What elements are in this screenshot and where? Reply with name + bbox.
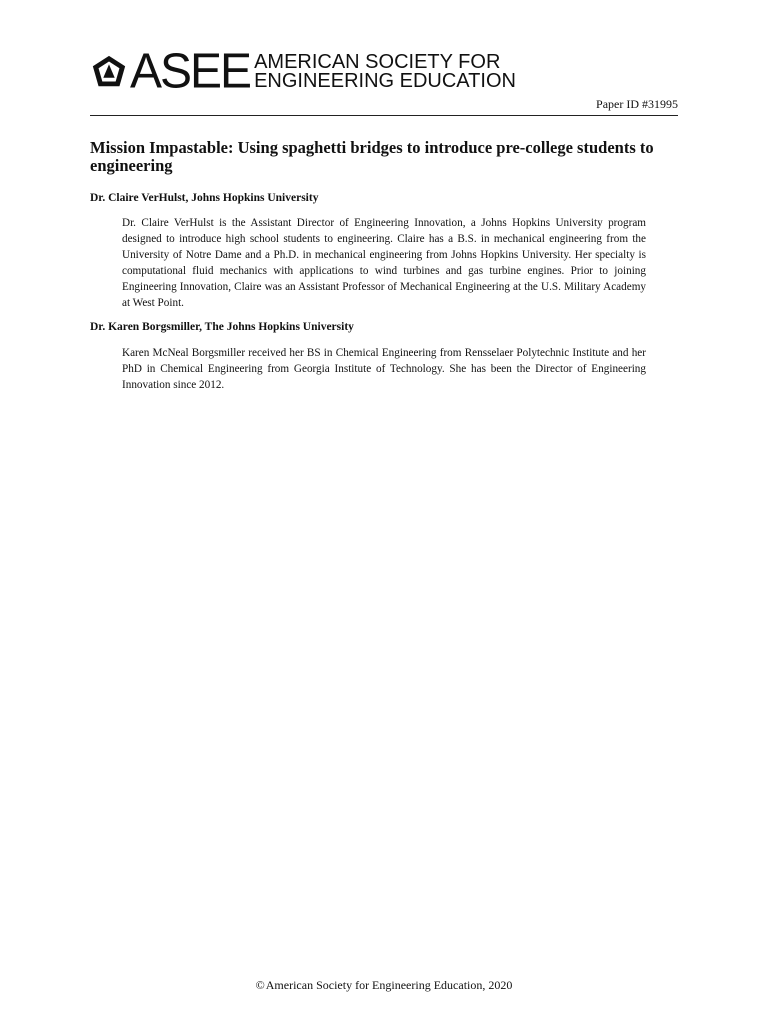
logo-org-line-1: AMERICAN SOCIETY FOR bbox=[254, 51, 501, 73]
header-rule bbox=[90, 115, 678, 116]
asee-shield-icon bbox=[90, 53, 128, 91]
author-bio: Karen McNeal Borgsmiller received her BS in Chemical Engineering from Rensselaer Polytechnic Institute and her PhD in Chemical Engineering from Georgia Institute of Technology. She has been the Director of Engineering Innovation since 2012. bbox=[122, 347, 646, 391]
logo-wordmark: ASEE bbox=[130, 44, 251, 99]
copyright-text: American Society for Engineering Education, 2020 bbox=[265, 978, 513, 992]
author-heading: Dr. Karen Borgsmiller, The Johns Hopkins University bbox=[90, 321, 354, 333]
paper-title: Mission Impastable: Using spaghetti bridges to introduce pre-college students to engineering bbox=[90, 138, 654, 175]
logo-organization-name bbox=[254, 53, 516, 91]
author-bio: Dr. Claire VerHulst is the Assistant Director of Engineering Innovation, a Johns Hopkins University program designed to introduce high school students to engineering. Claire has a B.S. in mechanical engineering from the University of Notre Dame and a Ph.D. in mechanical engineering from Johns Hopkins University. Her specialty is computational fluid mechanics with applications to wind turbines and gas turbine engines. Prior to joining Engineering Innovation, Claire was an Assistant Professor of Mechanical Engineering at the U.S. Military Academy at West Point. bbox=[122, 217, 646, 309]
asee-logo bbox=[90, 44, 516, 99]
author-heading: Dr. Claire VerHulst, Johns Hopkins University bbox=[90, 192, 319, 204]
logo-org-line-2: ENGINEERING EDUCATION bbox=[254, 70, 516, 92]
copyright-footer bbox=[0, 978, 768, 993]
copyright-symbol: © bbox=[255, 978, 265, 992]
paper-id: Paper ID #31995 bbox=[596, 97, 678, 111]
